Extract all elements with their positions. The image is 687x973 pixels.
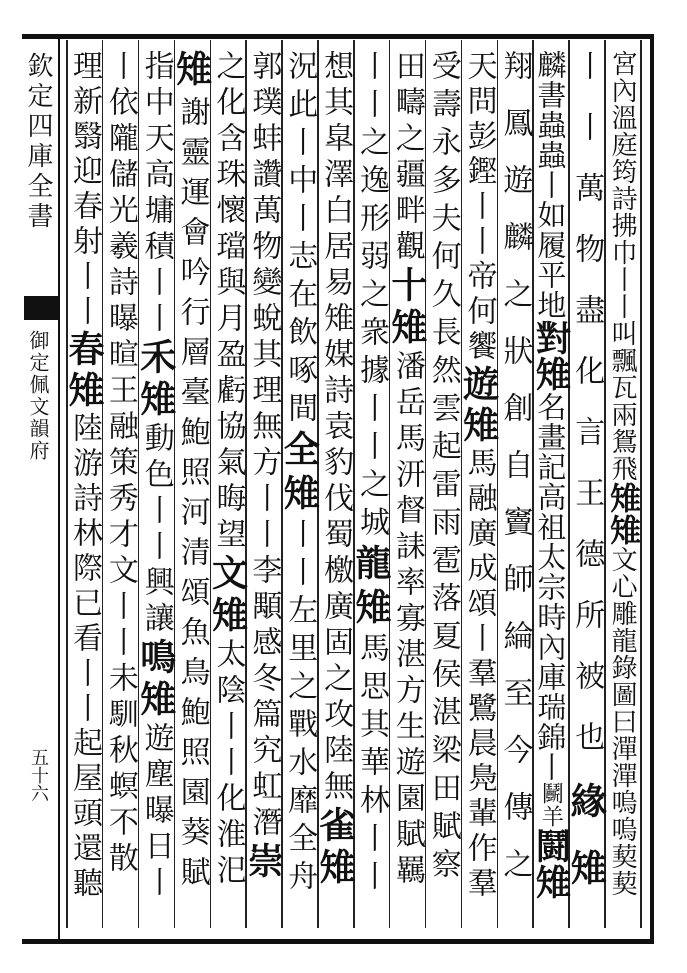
body-text: 動色丨丨興讓 — [138, 422, 174, 638]
body-text: 名畫記高祖太宗時內庫瑞錦丨 — [533, 392, 568, 782]
headword: 對雉 — [530, 320, 572, 392]
body-text: 想其皐澤白居易雉媒詩 — [318, 50, 354, 410]
headword: 十雉 — [385, 266, 428, 350]
body-text: 潘岳馬汧督誄率寡 — [389, 350, 425, 638]
body-text: 丨丨之逸形 — [353, 50, 389, 240]
text-column — [425, 50, 461, 886]
body-text: 袁豹伐蜀檄廣固之攻陸無 — [318, 410, 354, 806]
body-text: 遊塵曝日丨 — [138, 722, 174, 902]
body-text: 湛方生遊園賦羈 — [389, 638, 425, 890]
volume-title: 御定佩文韻府 — [26, 330, 50, 462]
headword: 禾雉 — [134, 338, 177, 422]
headword: 春雉 — [62, 330, 105, 412]
text-column — [102, 50, 138, 878]
body-text: 麟書蟲蟲丨 — [533, 50, 568, 200]
book-title: 欽定四庫全書 — [23, 52, 53, 232]
body-text: 天問彭鏗丨丨帝何饗 — [461, 50, 497, 365]
body-text: 丨丨萬物盡化言王德所被也 — [569, 50, 605, 782]
text-column — [170, 50, 213, 896]
body-text: 指中天高墉積丨丨 — [138, 50, 174, 338]
body-text: 之化含珠懷璫與月盈虧協氣晦望 — [210, 50, 246, 554]
body-text: 謝靈運會吟行層臺 — [174, 96, 210, 416]
headword: 鳴雉 — [134, 638, 177, 722]
text-column — [278, 50, 321, 898]
body-text: 馬融廣成頌丨羣鷺晨鳧輩作羣 — [461, 447, 497, 902]
body-text: 郭璞蚌讚萬物變蛻其理無方丨丨 — [246, 50, 282, 554]
body-text: 李顒感冬篇究虹 — [246, 554, 282, 806]
headword: 龍雉 — [349, 544, 392, 632]
body-text: 然雲起雷雨雹落夏侯湛梁田賦察 — [425, 354, 461, 886]
text-column — [565, 50, 608, 916]
headword: 雀雉 — [314, 806, 357, 890]
annotation: 鬭羊 — [538, 782, 564, 828]
text-column — [530, 50, 572, 900]
column-rule — [640, 40, 642, 928]
text-column — [604, 50, 640, 897]
text-column — [496, 50, 532, 905]
body-text: 如履平地 — [533, 200, 568, 320]
body-text: 丨丨左里之戰水靡全舟 — [282, 518, 318, 898]
body-text: 文心雕龍錄圖曰潬潬嗚嗚葜葜 — [607, 546, 638, 897]
body-text: 太陰丨丨化淮汜 — [210, 638, 246, 890]
body-text: 馬思其華林丨丨 — [353, 632, 389, 898]
body-text: 鮑照河清頌魚鳥 — [174, 416, 210, 696]
headword: 遊雉 — [457, 365, 500, 447]
headword: 雉 — [170, 50, 213, 96]
page-number: 五十六 — [28, 748, 49, 802]
body-text: 丨丨叫飄瓦兩鴛飛 — [607, 266, 638, 482]
body-text: 翔鳳遊麟之狀創自竇師綸至今傳之 — [497, 50, 533, 905]
body-text: 況此丨中丨志在飲啄間 — [282, 50, 318, 430]
text-column — [134, 50, 177, 902]
headword: 全雉 — [278, 430, 321, 518]
text-column — [314, 50, 357, 890]
body-text: 受壽永多夫何久長 — [425, 50, 461, 354]
headword: 雉雉 — [604, 482, 641, 546]
body-text: 鮑照園葵賦 — [174, 696, 210, 896]
body-text: 丨依隴儲光羲詩曝暄 — [102, 50, 138, 374]
body-text: 宮內溫庭筠詩拂巾 — [607, 50, 638, 266]
headword: 文雉 — [206, 554, 249, 638]
body-text: 田疇之疆畔觀 — [389, 50, 425, 266]
text-column — [385, 50, 428, 890]
text-column — [349, 50, 392, 898]
text-column — [62, 50, 105, 902]
body-text: 潛 — [246, 806, 282, 842]
headword: 鬪雉 — [530, 828, 572, 900]
margin-rule — [58, 34, 60, 939]
body-text: 理新翳迎春射丨丨 — [66, 50, 102, 330]
headword: 崇 — [242, 842, 285, 884]
headword: 緣雉 — [565, 782, 608, 916]
text-column — [206, 50, 249, 890]
body-text: 弱之衆據丨丨之城 — [353, 240, 389, 544]
text-column — [242, 50, 285, 884]
body-text: 王融策秀才文丨丨未馴秋螟不散 — [102, 374, 138, 878]
text-column — [457, 50, 500, 902]
fish-tail-mark — [24, 296, 60, 320]
body-text: 陸游詩林際已看丨丨起屋頭還聽 — [66, 412, 102, 902]
